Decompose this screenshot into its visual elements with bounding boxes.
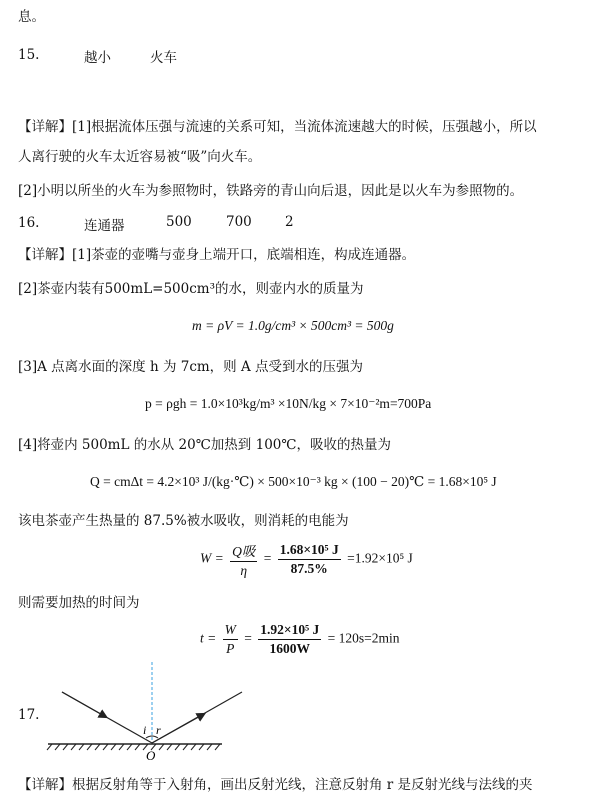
q15-explanation-line-3: [2]小明以所坐的火车为参照物时，铁路旁的青山向后退，因此是以火车为参照物的。: [18, 183, 524, 199]
time-lhs: t =: [200, 630, 217, 646]
incident-ray-arrow: [62, 692, 106, 717]
q16-explanation-line-3: [3]A 点离水面的深度 h 为 7cm，则 A 点受到水的压强为: [18, 359, 364, 375]
q15-explanation-line-2: 人离行驶的火车太近容易被“吸”向火车。: [18, 149, 262, 165]
q17-explanation-line-1: 【详解】根据反射角等于入射角，画出反射光线，注意反射角 r 是反射光线与法线的夹: [18, 777, 533, 793]
q16-explanation-line-2: [2]茶壶内装有500mL=500cm³的水，则壶内水的质量为: [18, 281, 364, 297]
question-15-number: 15.: [18, 47, 40, 63]
question-16-answer-3: 700: [226, 214, 252, 230]
q16-explanation-line-6: 则需要加热的时间为: [18, 595, 140, 611]
incidence-angle-label: i: [143, 723, 147, 737]
equation-pressure: p = ρgh = 1.0×10³kg/m³ ×10N/kg × 7×10⁻²m=700Pa: [145, 396, 432, 411]
question-16-answer-4: 2: [285, 214, 294, 230]
question-16-answer-2: 500: [166, 214, 192, 230]
energy-denominator-2: 87.5%: [290, 561, 328, 576]
point-o-label: O: [146, 748, 156, 763]
mirror-hatching: [47, 744, 220, 750]
equation-energy: W = $\frac{\text{Q吸}}{\eta}$ = $\frac{\text{1.68×10⁵ J}}{87.5\%}$ =1.92×10⁵ J: [200, 542, 413, 578]
question-17-number: 17.: [18, 707, 40, 723]
energy-lhs: W =: [200, 550, 224, 566]
reflection-angle-label: r: [156, 723, 161, 737]
q16-explanation-line-5: 该电茶壶产生热量的 87.5%被水吸收，则消耗的电能为: [18, 513, 349, 529]
energy-rhs: =1.92×10⁵ J: [347, 550, 413, 566]
energy-denominator-1: η: [240, 563, 248, 578]
q16-explanation-line-4: [4]将壶内 500mL 的水从 20℃加热到 100℃，吸收的热量为: [18, 437, 391, 453]
equation-heat: Q = cmΔt = 4.2×10³ J/(kg·℃) × 500×10⁻³ kg × (100 − 20)℃ = 1.68×10⁵ J: [90, 474, 497, 489]
time-numerator-2: 1.92×10⁵ J: [258, 622, 321, 640]
question-15-answer-2: 火车: [150, 50, 177, 66]
time-numerator-1: W: [223, 622, 238, 640]
time-denominator-1: P: [226, 641, 235, 656]
time-denominator-2: 1600W: [269, 641, 310, 656]
question-16-answer-1: 连通器: [84, 218, 125, 234]
equation-mass: m = ρV = 1.0g/cm³ × 500cm³ = 500g: [192, 318, 394, 333]
equation-time: t = $\frac{W}{P}$ = $\frac{\text{1.92×10⁵ J}}{1600W}$ = 120s=2min: [200, 622, 400, 656]
time-rhs: = 120s=2min: [327, 630, 400, 646]
energy-numerator-1: Q吸: [230, 540, 257, 562]
energy-numerator-2: 1.68×10⁵ J: [278, 542, 341, 560]
question-15-answer-1: 越小: [84, 50, 111, 66]
continuation-text: 息。: [18, 9, 45, 25]
question-16-number: 16.: [18, 215, 40, 231]
q16-explanation-line-1: 【详解】[1]茶壶的壶嘴与壶身上端开口，底端相连，构成连通器。: [18, 247, 416, 263]
q15-explanation-line-1: 【详解】[1]根据流体压强与流速的关系可知，当流体流速越大的时候，压强越小，所以: [18, 119, 537, 135]
